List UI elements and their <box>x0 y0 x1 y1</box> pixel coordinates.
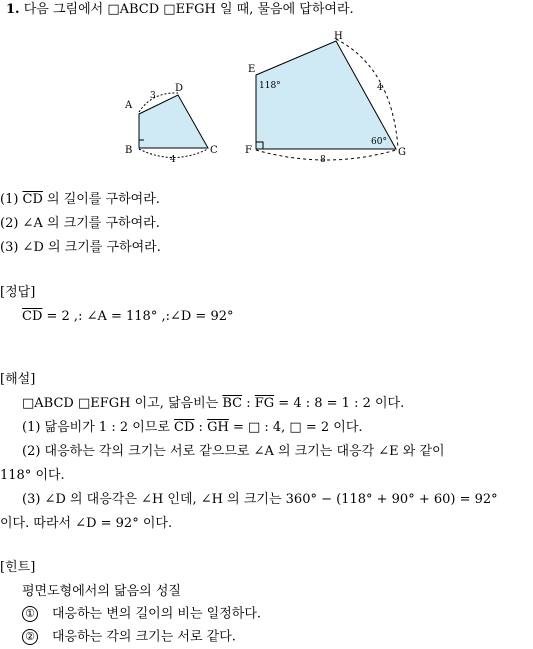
label-e: E <box>248 64 256 75</box>
arc-fg <box>256 150 396 160</box>
hint-heading: [힌트] <box>0 560 36 575</box>
answer-segment: $\overline{CD}$ <box>22 309 43 324</box>
hint-item-2-text: 대응하는 각의 크기는 서로 같다. <box>52 629 236 645</box>
len-fg: 8 <box>320 155 326 165</box>
hint-item-2 <box>22 629 236 646</box>
similar-quadrilaterals-figure <box>0 28 533 203</box>
subquestion-2: (2) ∠A 의 크기를 구하여라. <box>0 216 160 231</box>
ratio-colon: : <box>242 396 255 411</box>
answer-line <box>22 309 234 325</box>
segment-fg: $\overline{FG}$ <box>254 396 275 411</box>
question-text: 다음 그림에서 □ABCD □EFGH 일 때, 물음에 답하여라. <box>23 2 354 17</box>
segment-bc: $\overline{BC}$ <box>222 396 243 411</box>
hint-item-1-text: 대응하는 변의 길이의 비는 일정하다. <box>52 606 262 622</box>
answer-heading: [정답] <box>0 285 36 300</box>
explanation-1-prefix: □ABCD □EFGH 이고, 닮음비는 <box>22 396 223 411</box>
answer-values: = 2 ,: ∠A = 118° ,:∠D = 92° <box>42 309 234 324</box>
explanation-1-suffix: = 4 : 8 = 1 : 2 이다. <box>274 396 405 411</box>
hint-title: 평면도형에서의 닮음의 성질 <box>22 584 181 599</box>
segment-cd: $\overline{CD}$ <box>22 192 43 207</box>
label-d: D <box>175 83 184 94</box>
explanation-line-5: (3) ∠D 의 대응각은 ∠H 인데, ∠H 의 크기는 360° − (118° + 90° + 60) = 92° <box>22 492 498 507</box>
quad-efgh <box>256 41 396 149</box>
len-bc: 4 <box>170 155 176 165</box>
angle-e-label: 118° <box>259 81 281 91</box>
subquestion-3: (3) ∠D 의 크기를 구하여라. <box>0 240 161 255</box>
len-ad: 3 <box>150 91 156 101</box>
ratio-colon-2: : <box>194 420 208 435</box>
label-g: G <box>398 147 406 158</box>
explanation-line-2 <box>22 420 363 436</box>
label-h: H <box>334 31 343 42</box>
segment-cd-2: $\overline{CD}$ <box>174 420 195 435</box>
explanation-line-1 <box>22 396 404 412</box>
explanation-line-4: 118° 이다. <box>0 468 65 483</box>
label-f: F <box>245 145 252 156</box>
subquestion-1 <box>0 192 160 208</box>
explanation-heading: [해설] <box>0 372 36 387</box>
subquestion-1-suffix: 의 길이를 구하여라. <box>42 192 160 207</box>
explanation-line-6: 이다. 따라서 ∠D = 92° 이다. <box>0 516 173 531</box>
label-c: C <box>210 145 218 156</box>
subquestion-1-prefix: (1) <box>0 192 23 207</box>
quad-abcd <box>139 95 208 148</box>
explanation-2-prefix: (1) 닮음비가 1 : 2 이므로 <box>22 420 175 435</box>
len-gh: 4 <box>377 83 383 93</box>
label-b: B <box>125 145 133 156</box>
question-line <box>6 2 354 18</box>
segment-gh: $\overline{GH}$ <box>207 420 229 435</box>
explanation-line-3: (2) 대응하는 각의 크기는 서로 같으므로 ∠A 의 크기는 대응각 ∠E 와 같이 <box>22 444 445 459</box>
hint-item-1 <box>22 606 261 623</box>
marker-circle-2: ② <box>22 629 38 645</box>
angle-g-label: 60° <box>371 137 387 147</box>
marker-circle-1: ① <box>22 606 38 622</box>
explanation-2-suffix: = □ : 4, □ = 2 이다. <box>228 420 363 435</box>
question-number: 1. <box>6 2 20 17</box>
label-a: A <box>125 100 133 111</box>
